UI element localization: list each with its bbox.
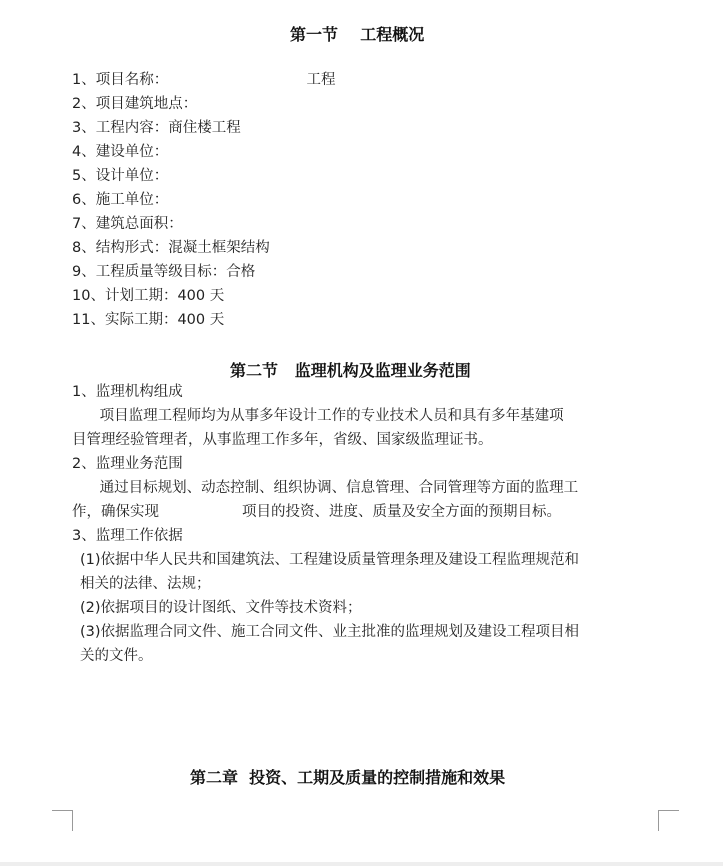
basis-item-line: (2)依据项目的设计图纸、文件等技术资料； (80, 600, 362, 616)
project-info-item: 5、设计单位： (72, 168, 169, 184)
subsection-heading: 1、监理机构组成 (72, 384, 183, 400)
paragraph-line: 作，确保实现 项目的投资、进度、质量及安全方面的预期目标。 (72, 504, 561, 520)
project-info-item: 7、建筑总面积： (72, 216, 183, 232)
project-info-item: 9、工程质量等级目标：合格 (72, 264, 256, 280)
project-info-item: 2、项目建筑地点： (72, 96, 198, 112)
basis-item-line: 关的文件。 (80, 648, 153, 664)
paragraph-line: 通过目标规划、动态控制、组织协调、信息管理、合同管理等方面的监理工 (72, 480, 579, 496)
project-info-item: 4、建设单位： (72, 144, 169, 160)
paragraph-line: 项目监理工程师均为从事多年设计工作的专业技术人员和具有多年基建项 (72, 408, 564, 424)
section-1-title: 第一节 工程概况 (290, 25, 425, 44)
project-info-item: 6、施工单位： (72, 192, 169, 208)
paragraph-line: 目管理经验管理者，从事监理工作多年，省级、国家级监理证书。 (72, 432, 493, 448)
chapter-2-title: 第二章 投资、工期及质量的控制措施和效果 (190, 768, 506, 787)
page-corner-mark-right (658, 810, 679, 831)
project-info-item: 10、计划工期：400 天 (72, 288, 225, 304)
subsection-heading: 2、监理业务范围 (72, 456, 183, 472)
basis-item-line: 相关的法律、法规； (80, 576, 211, 592)
project-info-item: 8、结构形式：混凝土框架结构 (72, 240, 270, 256)
page-corner-mark-left (52, 810, 73, 831)
basis-item-line: (1)依据中华人民共和国建筑法、工程建设质量管理条理及建设工程监理规范和 (80, 552, 580, 568)
section-2-title: 第二节 监理机构及监理业务范围 (230, 361, 471, 380)
page-bottom-edge (0, 862, 723, 866)
project-info-item: 11、实际工期：400 天 (72, 312, 225, 328)
project-info-item: 1、项目名称： 工程 (72, 72, 336, 88)
subsection-heading: 3、监理工作依据 (72, 528, 183, 544)
basis-item-line: (3)依据监理合同文件、施工合同文件、业主批准的监理规划及建设工程项目相 (80, 624, 580, 640)
project-info-item: 3、工程内容：商住楼工程 (72, 120, 241, 136)
